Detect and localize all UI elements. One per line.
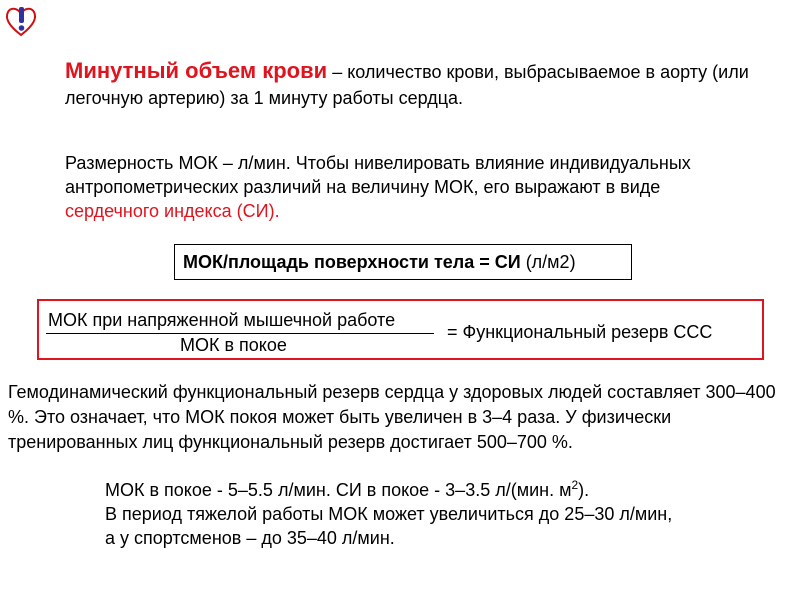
dimension-text: Размерность МОК – л/мин. Чтобы нивелировать влияние индивидуальных антропометрических различий на величину МОК, его выражают в виде bbox=[65, 153, 691, 197]
definition-paragraph bbox=[65, 58, 765, 111]
rest-values-line-2: В период тяжелой работы МОК может увеличиться до 25–30 л/мин, bbox=[105, 504, 673, 524]
fraction-numerator: МОК при напряженной мышечной работе bbox=[48, 310, 396, 330]
rest-values-paragraph bbox=[105, 473, 795, 550]
dimension-paragraph bbox=[65, 151, 755, 223]
term-heading: Минутный объем крови bbox=[65, 58, 328, 83]
term-definition: – количество крови, выбрасываемое в аорту (или легочную артерию) за 1 минуту работы сердца. bbox=[65, 62, 749, 108]
fraction-denominator: МОК в покое bbox=[180, 335, 287, 355]
si-formula-unit: (л/м2) bbox=[520, 252, 576, 272]
fraction-result: = Функциональный резерв ССС bbox=[447, 322, 713, 342]
rest-line1-text: МОК в покое - 5–5.5 л/мин. СИ в покое - 3–3.5 л/(мин. м bbox=[105, 480, 572, 500]
dimension-end: . bbox=[274, 201, 280, 221]
rest-line1-end: ). bbox=[578, 480, 590, 500]
heart-exclamation-icon bbox=[4, 4, 38, 38]
rest-values-line-1 bbox=[105, 473, 795, 502]
cardiac-index-formula-box bbox=[174, 244, 632, 280]
si-formula-text: МОК/площадь поверхности тела = СИ bbox=[183, 252, 521, 272]
cardiac-index-highlight: сердечного индекса (СИ) bbox=[65, 201, 275, 221]
hemodynamic-reserve-paragraph: Гемодинамический функциональный резерв сердца у здоровых людей составляет 300–400 %. Это означает, что МОК покоя может быть увеличен в 3–4 раза. У физически тренированных лиц функциональный резерв достигает 500–700 %. bbox=[8, 382, 776, 452]
rest-line1-superscript: 2 bbox=[571, 478, 579, 492]
rest-values-line-3: а у спортсменов – до 35–40 л/мин. bbox=[105, 528, 395, 548]
